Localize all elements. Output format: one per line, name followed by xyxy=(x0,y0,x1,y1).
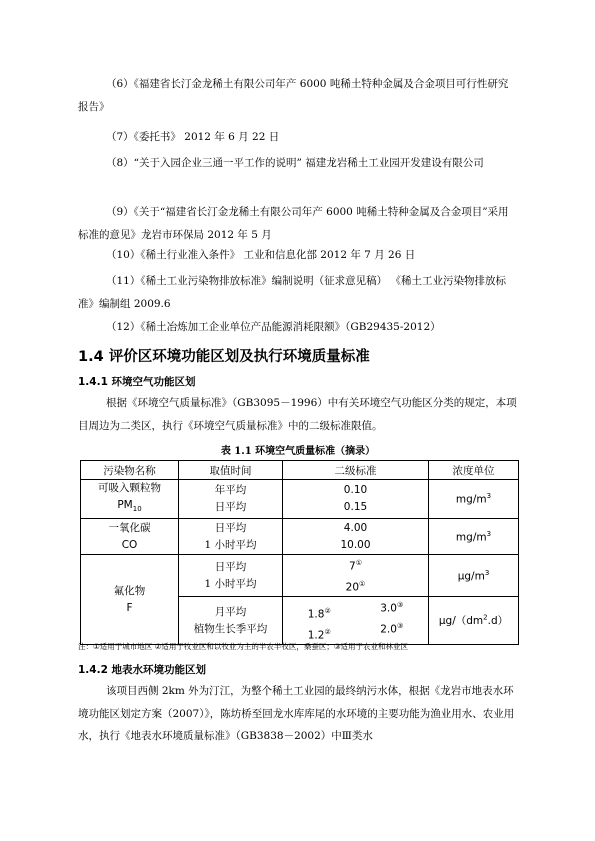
reference-item-7: （7）《委托书》 2012 年 6 月 22 日 xyxy=(106,131,280,143)
unit-cell: $\mu g/m^3$ xyxy=(429,555,519,597)
value-cell: 7① 20① xyxy=(283,555,429,597)
pollutant-name: 氟化物 xyxy=(113,584,146,597)
pollutant-symbol: F xyxy=(126,601,133,614)
header-pollutant: 污染物名称 xyxy=(81,461,179,480)
header-unit: 浓度单位 xyxy=(429,461,519,480)
time-cell: 日平均 1 小时平均 xyxy=(179,555,283,597)
header-averaging-time: 取值时间 xyxy=(179,461,283,480)
reference-item-12: （12）《稀土冶炼加工企业单位产品能源消耗限额》（GB29435-2012） xyxy=(106,321,441,333)
air-quality-standard-table xyxy=(80,460,519,645)
pollutant-cell xyxy=(81,519,179,555)
table-caption: 表 1.1 环境空气质量标准（摘录） xyxy=(220,446,376,457)
table-row-co xyxy=(81,519,519,555)
unit-cell: $mg/m^3$ xyxy=(429,519,519,555)
reference-item-10: （10）《稀土行业准入条件》 工业和信息化部 2012 年 7 月 26 日 xyxy=(106,249,416,261)
section-heading: 1.4 评价区环境功能区划及执行环境质量标准 xyxy=(78,349,370,365)
table-header-row xyxy=(81,461,519,480)
value-cell: 1.8② 1.2② 3.0③ 2.0③ xyxy=(283,597,429,645)
time-cell: 日平均 1 小时平均 xyxy=(179,519,283,555)
subsection-heading-air: 1.4.1 环境空气功能区划 xyxy=(78,376,196,388)
reference-item-11: （11）《稀土工业污染物排放标准》编制说明（征求意见稿） 《稀土工业污染物排放标准》编制组 2009.6 xyxy=(78,275,506,310)
unit-cell: $\mu g/(dm^2.d)$ xyxy=(429,597,519,645)
subsection-heading-surface-water: 1.4.2 地表水环境功能区划 xyxy=(78,664,207,676)
header-grade-two-standard: 二级标准 xyxy=(283,461,429,480)
time-cell: 月平均 植物生长季平均 xyxy=(179,597,283,645)
pollutant-name: 可吸入颗粒物 xyxy=(98,482,161,494)
reference-item-6: （6）《福建省长汀金龙稀土有限公司年产 6000 吨稀土特种金属及合金项目可行性研究报告》 xyxy=(78,78,509,113)
pollutant-symbol: $PM_{10}$ xyxy=(117,499,142,514)
surface-water-paragraph: 该项目西侧 2km 外为汀江，为整个稀土工业园的最终纳污水体，根据《龙岩市地表水环境功能区划定方案（2007）》，陈坊桥至回龙水库库尾的水环境的主要功能为渔业用水、农业用水，执行《地表水环境质量标准》（GB3838－2002）中Ⅲ类水 xyxy=(78,685,515,742)
reference-item-9: （9）《关于“福建省长汀金龙稀土有限公司年产 6000 吨稀土特种金属及合金项目”采用标准的意见》龙岩市环保局 2012 年 5 月 xyxy=(78,206,509,241)
air-paragraph: 根据《环境空气质量标准》（GB3095－1996）中有关环境空气功能区分类的规定，本项目周边为二类区，执行《环境空气质量标准》中的二级标准限值。 xyxy=(78,397,517,432)
pollutant-name: 一氧化碳 xyxy=(108,521,151,534)
time-cell: 年平均 日平均 xyxy=(179,480,283,519)
reference-item-8: （8）“关于入园企业三通一平工作的说明” 福建龙岩稀土工业园开发建设有限公司 xyxy=(106,157,484,169)
table-row-pm10 xyxy=(81,480,519,519)
pollutant-cell xyxy=(81,480,179,519)
pollutant-symbol: CO xyxy=(121,538,138,551)
value-cell: 4.00 10.00 xyxy=(283,519,429,555)
table-row-fluoride-a xyxy=(81,555,519,597)
pollutant-cell xyxy=(81,555,179,645)
value-cell: 0.10 0.15 xyxy=(283,480,429,519)
unit-cell: $mg/m^3$ xyxy=(429,480,519,519)
table-footnote: 注：①适用于城市地区 ②适用于牧业区和以牧业为主的半农半牧区，桑蚕区；③适用于农业和林业区 xyxy=(78,642,409,651)
